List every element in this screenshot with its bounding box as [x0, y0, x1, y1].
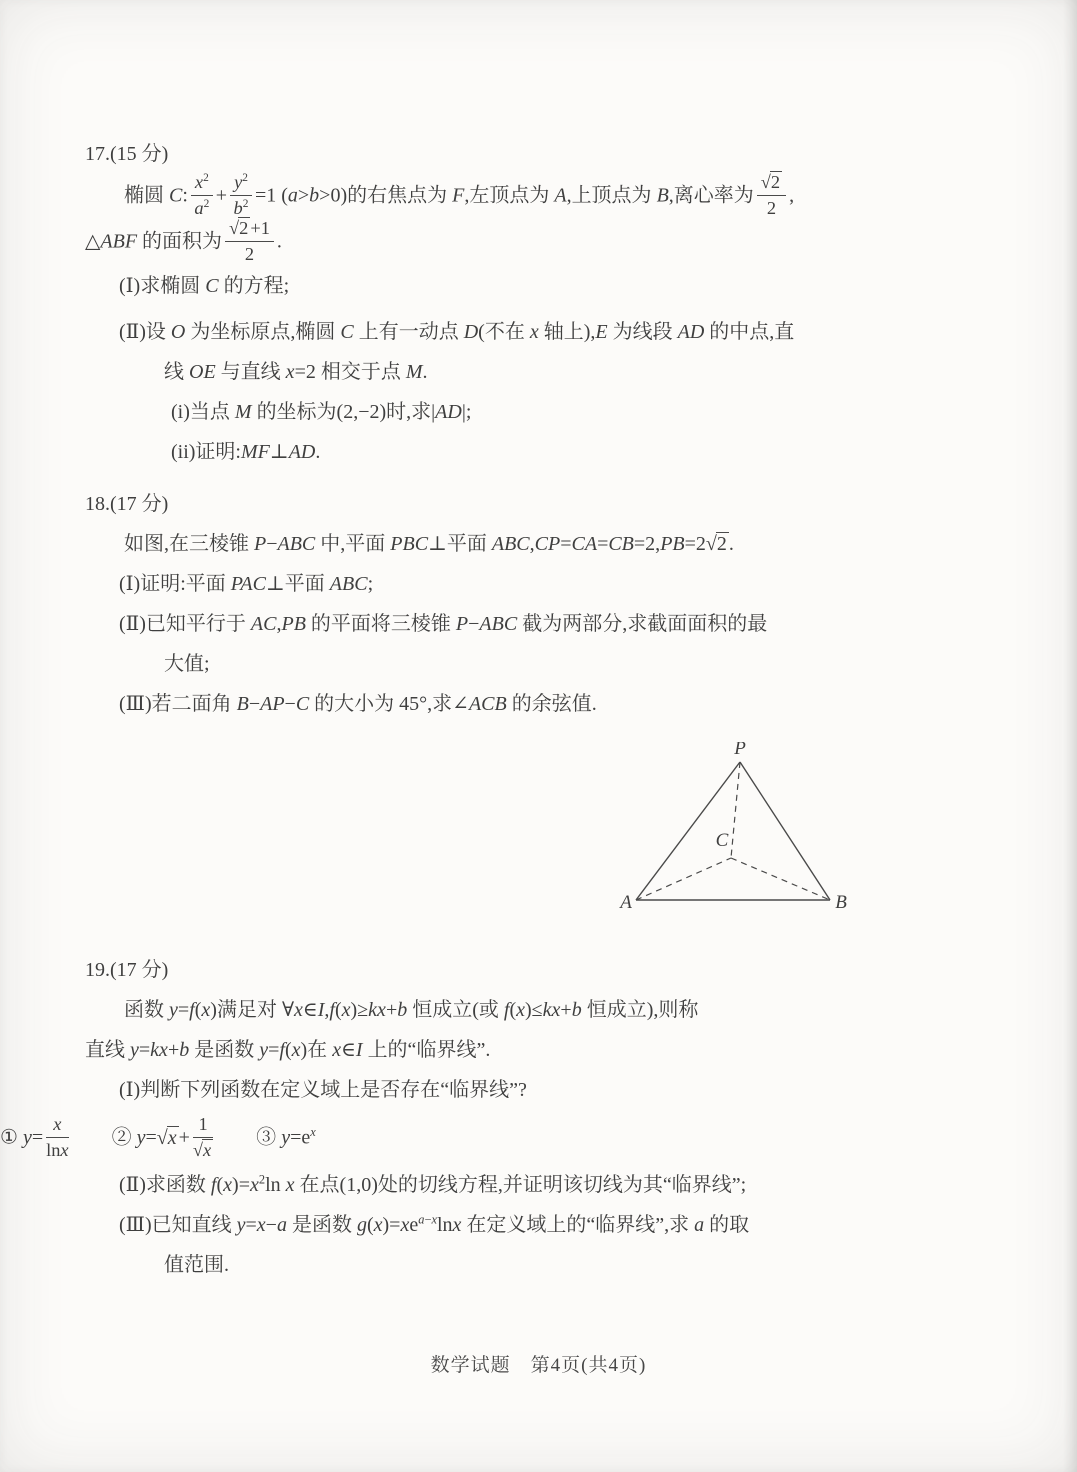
math-variable: I	[355, 1039, 363, 1062]
math-variable: g	[356, 1213, 367, 1236]
text-run: −	[248, 693, 261, 716]
text-run: |;	[461, 401, 472, 424]
text-run: 上的“临界线”.	[362, 1039, 491, 1062]
numerator	[191, 172, 213, 196]
math-variable: kx	[150, 1039, 168, 1062]
math-variable: B	[236, 693, 249, 716]
text-run: 为线段	[607, 321, 678, 344]
text-run: ,	[529, 533, 535, 556]
q19-part3-line2	[164, 1245, 1077, 1285]
text-run: 线	[164, 361, 189, 384]
superscript	[418, 1212, 437, 1226]
problem-17	[0, 134, 1077, 472]
text-run: ,	[276, 613, 282, 636]
text-run: ∈	[302, 999, 318, 1022]
math-variable: C	[295, 693, 310, 716]
q19-intro-line2	[85, 1030, 1077, 1070]
vertex-label-b: B	[835, 892, 847, 914]
text-run: (	[334, 999, 342, 1022]
math-variable: A	[554, 184, 567, 207]
text-run: 在点(1,0)处的切线方程,并证明该切线为其“临界线”;	[294, 1173, 747, 1196]
math-variable: PAC	[230, 573, 266, 596]
math-variable: b	[179, 1039, 190, 1062]
text-run: ∈	[341, 1039, 356, 1062]
text-run: =	[268, 1039, 280, 1062]
text-run: (Ⅱ)已知平行于	[119, 613, 251, 636]
math-variable: b	[571, 999, 582, 1022]
radicand	[770, 171, 782, 192]
text-run: (i)当点	[171, 401, 235, 424]
text-run: (Ⅰ)判断下列函数在定义域上是否存在“临界线”?	[119, 1079, 527, 1102]
fraction	[757, 172, 786, 218]
q17-part2-line2	[164, 352, 1077, 392]
radical-sign: √	[156, 1127, 167, 1150]
math-variable: AD	[435, 401, 462, 424]
math-variable: C	[205, 275, 219, 298]
text-run: 2	[770, 172, 781, 192]
superscript	[242, 172, 248, 184]
text-run: 是函数	[189, 1039, 260, 1062]
math-variable: ABC	[479, 613, 518, 636]
text-run: ②	[71, 1127, 137, 1150]
fraction	[191, 172, 213, 218]
math-variable: y	[281, 1127, 291, 1150]
math-variable: P	[254, 533, 267, 556]
math-variable: x	[431, 1212, 437, 1226]
math-variable: x	[400, 1213, 410, 1236]
text-run: 2	[766, 197, 777, 218]
text-run: =	[138, 1039, 151, 1062]
fraction	[193, 1114, 213, 1160]
math-variable: y	[259, 1039, 269, 1062]
radical-sign: √	[760, 172, 770, 192]
text-run: 的中点,直	[704, 321, 795, 344]
text-run: 的面积为	[137, 230, 223, 253]
vertex-label-c: C	[715, 830, 729, 852]
math-variable: C	[340, 321, 354, 344]
sqrt-expression	[761, 172, 782, 193]
text-run: =e	[290, 1127, 311, 1150]
math-variable: E	[595, 321, 608, 344]
text-run: (	[284, 1039, 292, 1062]
text-run: .	[728, 533, 734, 556]
math-variable: x	[256, 1213, 266, 1236]
text-run: ⊥	[269, 441, 289, 464]
text-run: 2	[239, 218, 249, 239]
math-variable: ABC	[277, 533, 316, 556]
math-variable: b	[309, 184, 320, 207]
text-run: 的取	[704, 1213, 750, 1236]
text-run: 直线	[85, 1039, 130, 1062]
sqrt-expression	[157, 1118, 179, 1158]
math-variable: a	[276, 1213, 287, 1236]
math-variable: x	[203, 1140, 212, 1161]
text-run: >0)的右焦点为	[319, 184, 453, 207]
text-run: ⊥平面	[265, 573, 330, 596]
text-run: −	[424, 1212, 432, 1226]
math-variable: f	[329, 999, 335, 1022]
math-variable: f	[503, 999, 510, 1022]
text-run: )≤	[525, 999, 543, 1022]
math-variable: CP	[534, 533, 561, 556]
superscript	[203, 172, 209, 184]
math-variable: M	[405, 361, 423, 384]
page-footer: 数学试题 第4页(共4页)	[430, 1355, 647, 1376]
math-variable: f	[279, 1039, 285, 1062]
text-run: (Ⅱ)求函数	[119, 1173, 211, 1196]
q19-number	[85, 950, 1077, 990]
text-run: 为坐标原点,椭圆	[185, 321, 341, 344]
text-run: =	[245, 1213, 257, 1236]
q18-part3	[119, 684, 1077, 724]
math-variable: x	[373, 1213, 383, 1236]
superscript	[204, 197, 210, 209]
denominator	[46, 1138, 68, 1161]
text-run: ⊥平面	[428, 533, 492, 556]
q19-part3-line1	[119, 1205, 1077, 1245]
text-run: >	[297, 184, 310, 207]
text-run: 的大小为 45°,求∠	[309, 693, 469, 716]
math-variable: x	[310, 1125, 316, 1140]
text-run: ③	[216, 1127, 282, 1150]
math-variable: OE	[189, 361, 216, 384]
math-variable: PB	[660, 533, 685, 556]
text-run: 的坐标为(2,−2)时,求|	[251, 401, 436, 424]
math-variable: MF	[241, 441, 270, 464]
text-run: −	[468, 613, 480, 636]
numerator	[230, 172, 252, 196]
math-variable: C	[169, 184, 183, 207]
math-variable: x	[250, 1173, 259, 1196]
denominator	[191, 196, 213, 219]
text-run: +	[560, 999, 572, 1022]
math-variable: ABC	[329, 573, 368, 596]
q17-part2-ii	[171, 432, 1077, 472]
vertex-label-p: P	[734, 742, 746, 760]
numerator	[193, 1114, 213, 1138]
text-run: (Ⅱ)设	[119, 321, 171, 344]
math-variable: ABC	[491, 533, 530, 556]
text-run: 与直线	[215, 361, 286, 384]
text-run: +	[385, 999, 398, 1022]
math-variable: b	[397, 999, 408, 1022]
text-run: 椭圆	[124, 184, 169, 207]
math-variable: CB	[608, 533, 634, 556]
q18-part2-line1	[119, 604, 1077, 644]
q17-intro-line2	[85, 220, 1077, 266]
problem-18	[0, 484, 1077, 934]
text-run: =	[31, 1127, 44, 1150]
math-variable: kx	[368, 999, 386, 1022]
math-variable: x	[167, 1127, 177, 1150]
text-run: −	[266, 533, 278, 556]
text-run: (Ⅰ)求椭圆	[119, 275, 206, 298]
math-variable: x	[516, 999, 526, 1022]
text-run: ;	[367, 573, 374, 596]
math-variable: f	[189, 999, 195, 1022]
text-run: 中,平面	[315, 533, 391, 556]
numerator	[757, 172, 786, 196]
denominator	[230, 196, 252, 219]
numerator	[225, 218, 274, 242]
q19-part2	[119, 1165, 1077, 1205]
math-variable: ABF	[100, 230, 138, 253]
text-run: 值范围.	[164, 1253, 229, 1276]
text-run: (	[509, 999, 517, 1022]
text-run: e	[409, 1213, 419, 1236]
q17-part2-i	[171, 392, 1077, 432]
text-run: 2	[242, 171, 248, 184]
text-run: 在定义域上的“临界线”,求	[461, 1213, 695, 1236]
q18-number	[85, 484, 1077, 524]
text-run: +	[178, 1127, 190, 1150]
q19-intro-line1	[124, 990, 1077, 1030]
radical-sign: √	[192, 1140, 203, 1161]
text-run: )=	[382, 1213, 401, 1236]
math-variable: x	[332, 1039, 342, 1062]
math-variable: x	[341, 999, 351, 1022]
math-variable: AD	[677, 321, 705, 344]
text-run: (	[216, 1173, 224, 1196]
text-run: (ii)证明:	[171, 441, 241, 464]
q18-part1	[119, 564, 1077, 604]
text-run: 17.(15 分)	[85, 143, 169, 165]
text-run: 恒成立(或	[407, 999, 504, 1022]
math-variable: AD	[288, 441, 316, 464]
text-run: 的平面将三棱锥	[305, 613, 456, 636]
text-run: ,离心率为	[668, 184, 754, 207]
math-variable: a	[418, 1212, 425, 1226]
text-run: ,左顶点为	[464, 184, 555, 207]
text-run: .	[422, 361, 428, 384]
math-variable: a	[287, 184, 298, 207]
denominator	[193, 1138, 213, 1161]
math-variable: x	[60, 1140, 69, 1161]
text-run: (	[366, 1213, 374, 1236]
tetrahedron-diagram	[618, 742, 868, 927]
math-variable: x	[291, 1039, 301, 1062]
text-run: 18.(17 分)	[85, 493, 169, 516]
radicand	[716, 532, 729, 555]
text-run: 轴上),	[538, 321, 596, 344]
text-run: 2	[244, 243, 255, 264]
math-variable: I	[317, 999, 325, 1022]
math-variable: P	[455, 613, 469, 636]
text-run: +	[167, 1039, 180, 1062]
text-run: −	[265, 1213, 277, 1236]
text-run: 恒成立),则称	[581, 999, 699, 1022]
denominator	[757, 196, 786, 219]
text-run: 1	[198, 1114, 208, 1135]
math-variable: x	[294, 999, 303, 1022]
superscript	[310, 1125, 316, 1139]
text-run: 2	[258, 1172, 266, 1186]
radicand	[202, 1139, 213, 1160]
fraction	[225, 218, 274, 264]
math-variable: x	[529, 321, 539, 344]
math-variable: x	[53, 1114, 62, 1135]
text-run: (Ⅲ)若二面角	[119, 693, 237, 716]
problem-19	[0, 950, 1077, 1284]
text-run: 19.(17 分)	[85, 959, 169, 982]
math-variable: kx	[542, 999, 561, 1022]
text-run: ①	[0, 1127, 23, 1150]
text-run: 上有一动点	[353, 321, 464, 344]
text-run: 的余弦值.	[506, 693, 597, 716]
text-run: =1 (	[254, 184, 288, 207]
text-run: ,上顶点为	[566, 184, 657, 207]
math-variable: O	[170, 321, 186, 344]
text-run: ln	[46, 1140, 61, 1161]
math-variable: PB	[281, 613, 306, 636]
text-run: =2	[684, 533, 706, 556]
text-run: △	[85, 230, 101, 253]
q18-intro	[124, 524, 1077, 564]
radical-sign: √	[705, 533, 716, 556]
superscript	[243, 197, 249, 209]
q17-intro-line1	[124, 171, 1077, 220]
math-variable: F	[452, 184, 465, 207]
math-variable: x	[194, 172, 204, 192]
text-run: 如图,在三棱锥	[124, 533, 254, 556]
text-run: 2	[203, 171, 209, 184]
math-variable: AC	[250, 613, 277, 636]
text-run: =	[560, 533, 572, 556]
text-run: )≥	[350, 999, 369, 1022]
math-variable: y	[234, 172, 243, 192]
sqrt-expression	[193, 1140, 213, 1161]
math-variable: x	[201, 999, 211, 1022]
math-variable: f	[210, 1173, 217, 1196]
text-run: ,	[324, 999, 330, 1022]
math-variable: CA	[571, 533, 598, 556]
math-variable: B	[656, 184, 669, 207]
math-variable: PBC	[390, 533, 429, 556]
text-run: −	[284, 693, 296, 716]
q19-part1	[119, 1070, 1077, 1110]
fraction	[230, 172, 252, 218]
text-run: (不在	[478, 321, 530, 344]
sqrt-expression	[229, 218, 250, 239]
q17-number	[85, 134, 1077, 174]
q19-function-list	[0, 1116, 1077, 1162]
fraction	[46, 1114, 68, 1160]
text-run: )满足对 ∀	[210, 999, 295, 1022]
text-run: .	[315, 441, 321, 464]
text-run: =2,	[633, 533, 661, 556]
text-run: )=	[232, 1173, 250, 1196]
text-run: .	[276, 230, 282, 253]
text-run: =	[145, 1127, 157, 1150]
text-run: :	[182, 184, 188, 207]
math-variable: ACB	[468, 693, 507, 716]
math-variable: y	[22, 1127, 32, 1150]
text-run: 2	[242, 197, 249, 210]
sqrt-expression	[706, 524, 729, 564]
q18-figure	[618, 742, 1077, 934]
q18-part2-line2	[164, 644, 1077, 684]
text-run: 的方程;	[218, 275, 290, 298]
text-run: (	[194, 999, 202, 1022]
math-variable: x	[452, 1213, 462, 1236]
text-run: 截为两部分,求截面面积的最	[517, 613, 768, 636]
math-variable: y	[130, 1039, 139, 1062]
text-run: 大值;	[164, 653, 210, 676]
radicand	[238, 217, 250, 238]
math-variable: a	[694, 1213, 705, 1236]
math-variable: y	[136, 1127, 146, 1150]
math-variable: x	[223, 1173, 233, 1196]
text-run: +	[215, 184, 228, 207]
math-variable: M	[234, 401, 252, 424]
text-run: )在	[300, 1039, 333, 1062]
math-variable: y	[169, 999, 178, 1022]
radical-sign: √	[229, 218, 239, 239]
math-variable: x	[285, 1173, 295, 1196]
text-run: 函数	[124, 999, 169, 1022]
text-run: ln	[436, 1213, 453, 1236]
text-run: ln	[265, 1173, 286, 1196]
text-run: (Ⅲ)已知直线	[119, 1213, 237, 1236]
numerator	[46, 1114, 68, 1138]
text-run: ,	[789, 184, 795, 207]
math-variable: x	[285, 361, 295, 384]
text-run: =	[177, 999, 190, 1022]
text-run: +1	[250, 218, 270, 239]
text-run: =2 相交于点	[294, 361, 406, 384]
text-run: 2	[203, 197, 210, 210]
math-variable: b	[233, 197, 243, 218]
q17-part2-line1	[119, 312, 1077, 352]
q17-part1	[119, 266, 1077, 306]
math-variable: y	[236, 1213, 246, 1236]
math-variable: AP	[260, 693, 285, 716]
vertex-label-a: A	[620, 892, 632, 914]
text-run: 2	[716, 533, 727, 556]
text-run: (Ⅰ)证明:平面	[119, 573, 231, 596]
text-run: =	[597, 533, 609, 556]
radicand	[167, 1126, 179, 1149]
math-variable: a	[194, 197, 204, 218]
math-variable: D	[463, 321, 479, 344]
denominator	[225, 242, 274, 265]
text-run: 是函数	[286, 1213, 357, 1236]
